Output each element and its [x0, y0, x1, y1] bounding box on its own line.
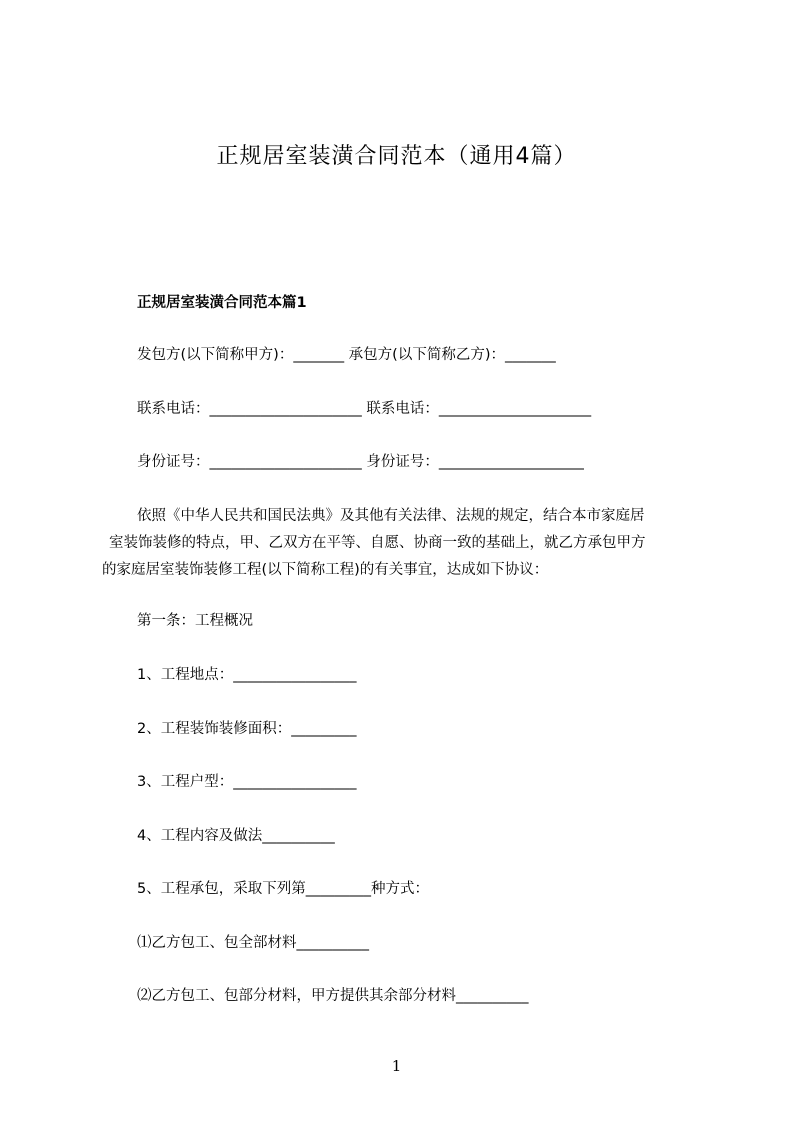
- list-item: 3、工程户型：_________________: [137, 774, 357, 790]
- list-item: 1、工程地点：_________________: [137, 667, 357, 683]
- list-item: ⑴乙方包工、包全部材料__________: [137, 935, 369, 951]
- list-item: 4、工程内容及做法__________: [137, 828, 335, 844]
- intro-line-2: 室装饰装修的特点，甲、乙双方在平等、自愿、协商一致的基础上，就乙方承包甲方: [109, 535, 646, 551]
- intro-line-3: 的家庭居室装饰装修工程(以下简称工程)的有关事宜，达成如下协议：: [102, 562, 549, 578]
- section-heading: 正规居室装潢合同范本篇1: [137, 295, 307, 311]
- list-item: 2、工程装饰装修面积：_________: [137, 721, 357, 737]
- id-line: 身份证号：_____________________ 身份证号：____________________: [137, 454, 584, 470]
- list-item: 5、工程承包，采取下列第_________种方式：: [137, 881, 429, 897]
- intro-line-1: 依照《中华人民共和国民法典》及其他有关法律、法规的规定，结合本市家庭居: [137, 508, 645, 524]
- parties-line: 发包方(以下简称甲方)：_______ 承包方(以下简称乙方)：_______: [137, 347, 556, 363]
- list-item: ⑵乙方包工、包部分材料，甲方提供其余部分材料__________: [137, 988, 529, 1004]
- article-1-title: 第一条：工程概况: [137, 613, 253, 629]
- phone-line: 联系电话：_____________________ 联系电话：_____________________: [137, 401, 592, 417]
- intro-paragraph: [102, 503, 702, 584]
- page-number: 1: [391, 1057, 402, 1075]
- document-title: 正规居室装潢合同范本（通用4篇）: [216, 144, 577, 169]
